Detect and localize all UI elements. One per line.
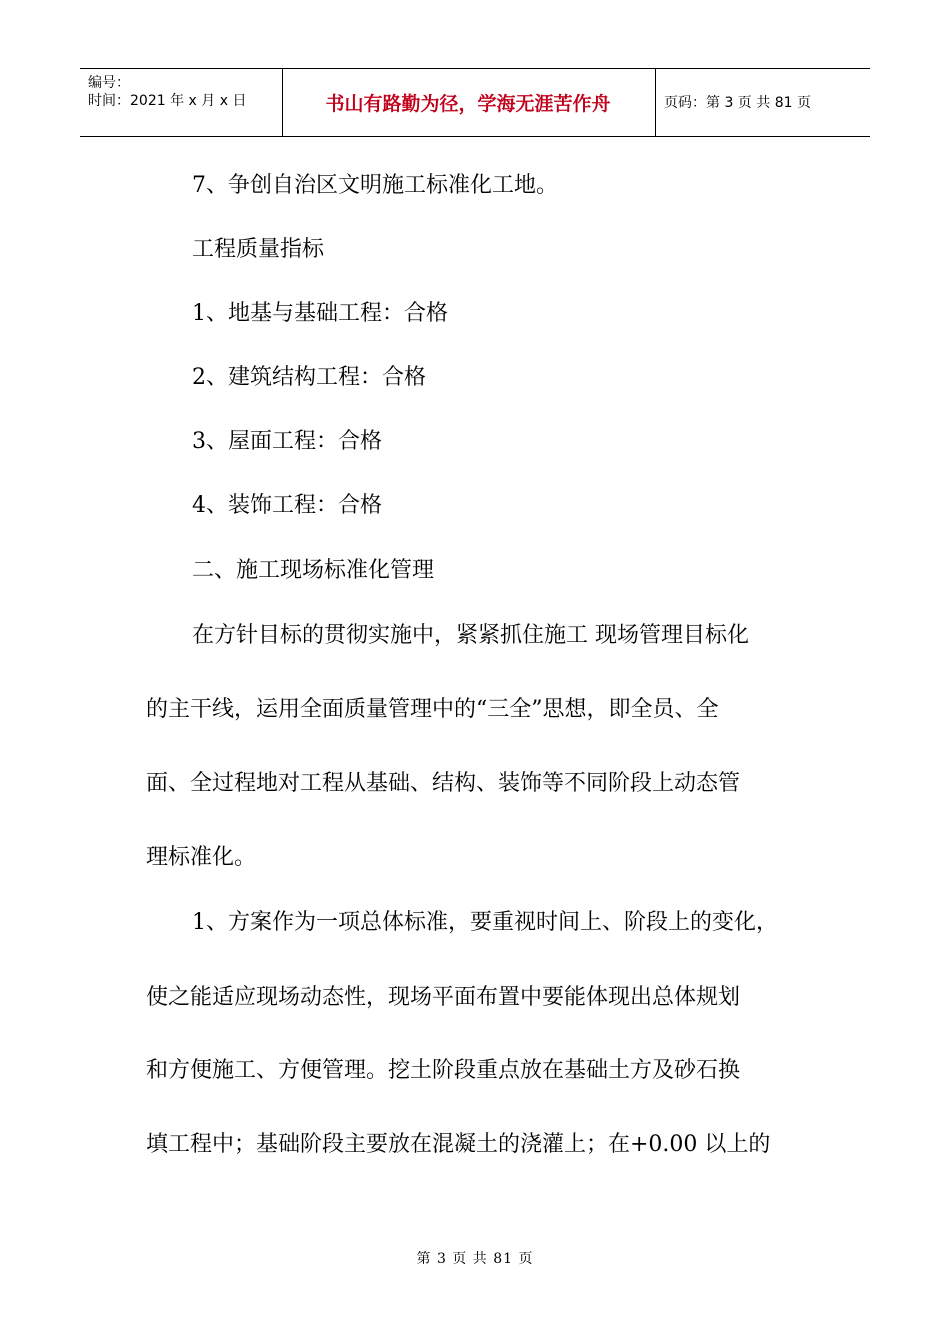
document-time-label: 时间：2021 年 x 月 x 日 <box>88 93 247 109</box>
document-number-label: 编号： <box>88 75 130 91</box>
paragraph-line: 面、全过程地对工程从基础、结构、装饰等不同阶段上动态管 <box>146 771 741 796</box>
paragraph-line: 1、方案作为一项总体标准，要重视时间上、阶段上的变化， <box>192 910 778 935</box>
quality-item-1: 1、地基与基础工程：合格 <box>192 301 448 326</box>
section-heading-quality: 工程质量指标 <box>192 237 325 262</box>
header-divider-right <box>655 68 656 136</box>
paragraph-line: 在方针目标的贯彻实施中，紧紧抓住施工 现场管理目标化 <box>192 623 749 648</box>
paragraph-line: 使之能适应现场动态性，现场平面布置中要能体现出总体规划 <box>146 985 741 1010</box>
paragraph-line: 理标准化。 <box>146 845 257 870</box>
header-page-info: 页码：第 3 页 共 81 页 <box>664 95 811 111</box>
paragraph-line: 填工程中；基础阶段主要放在混凝土的浇灌上；在+0.00 以上的 <box>146 1132 771 1157</box>
paragraph-goal-7: 7、争创自治区文明施工标准化工地。 <box>192 173 558 198</box>
header-bottom-rule <box>80 136 870 137</box>
header-motto: 书山有路勤为径，学海无涯苦作舟 <box>325 92 611 115</box>
quality-item-2: 2、建筑结构工程：合格 <box>192 365 426 390</box>
paragraph-line: 和方便施工、方便管理。挖土阶段重点放在基础土方及砂石换 <box>146 1058 741 1083</box>
section-heading-site-management: 二、施工现场标准化管理 <box>192 558 435 583</box>
header-meta <box>88 74 278 110</box>
footer-page-number: 第 3 页 共 81 页 <box>416 1251 534 1267</box>
quality-item-3: 3、屋面工程：合格 <box>192 429 382 454</box>
paragraph-line: 的主干线，运用全面质量管理中的“三全”思想，即全员、全 <box>146 697 719 722</box>
quality-item-4: 4、装饰工程：合格 <box>192 493 382 518</box>
